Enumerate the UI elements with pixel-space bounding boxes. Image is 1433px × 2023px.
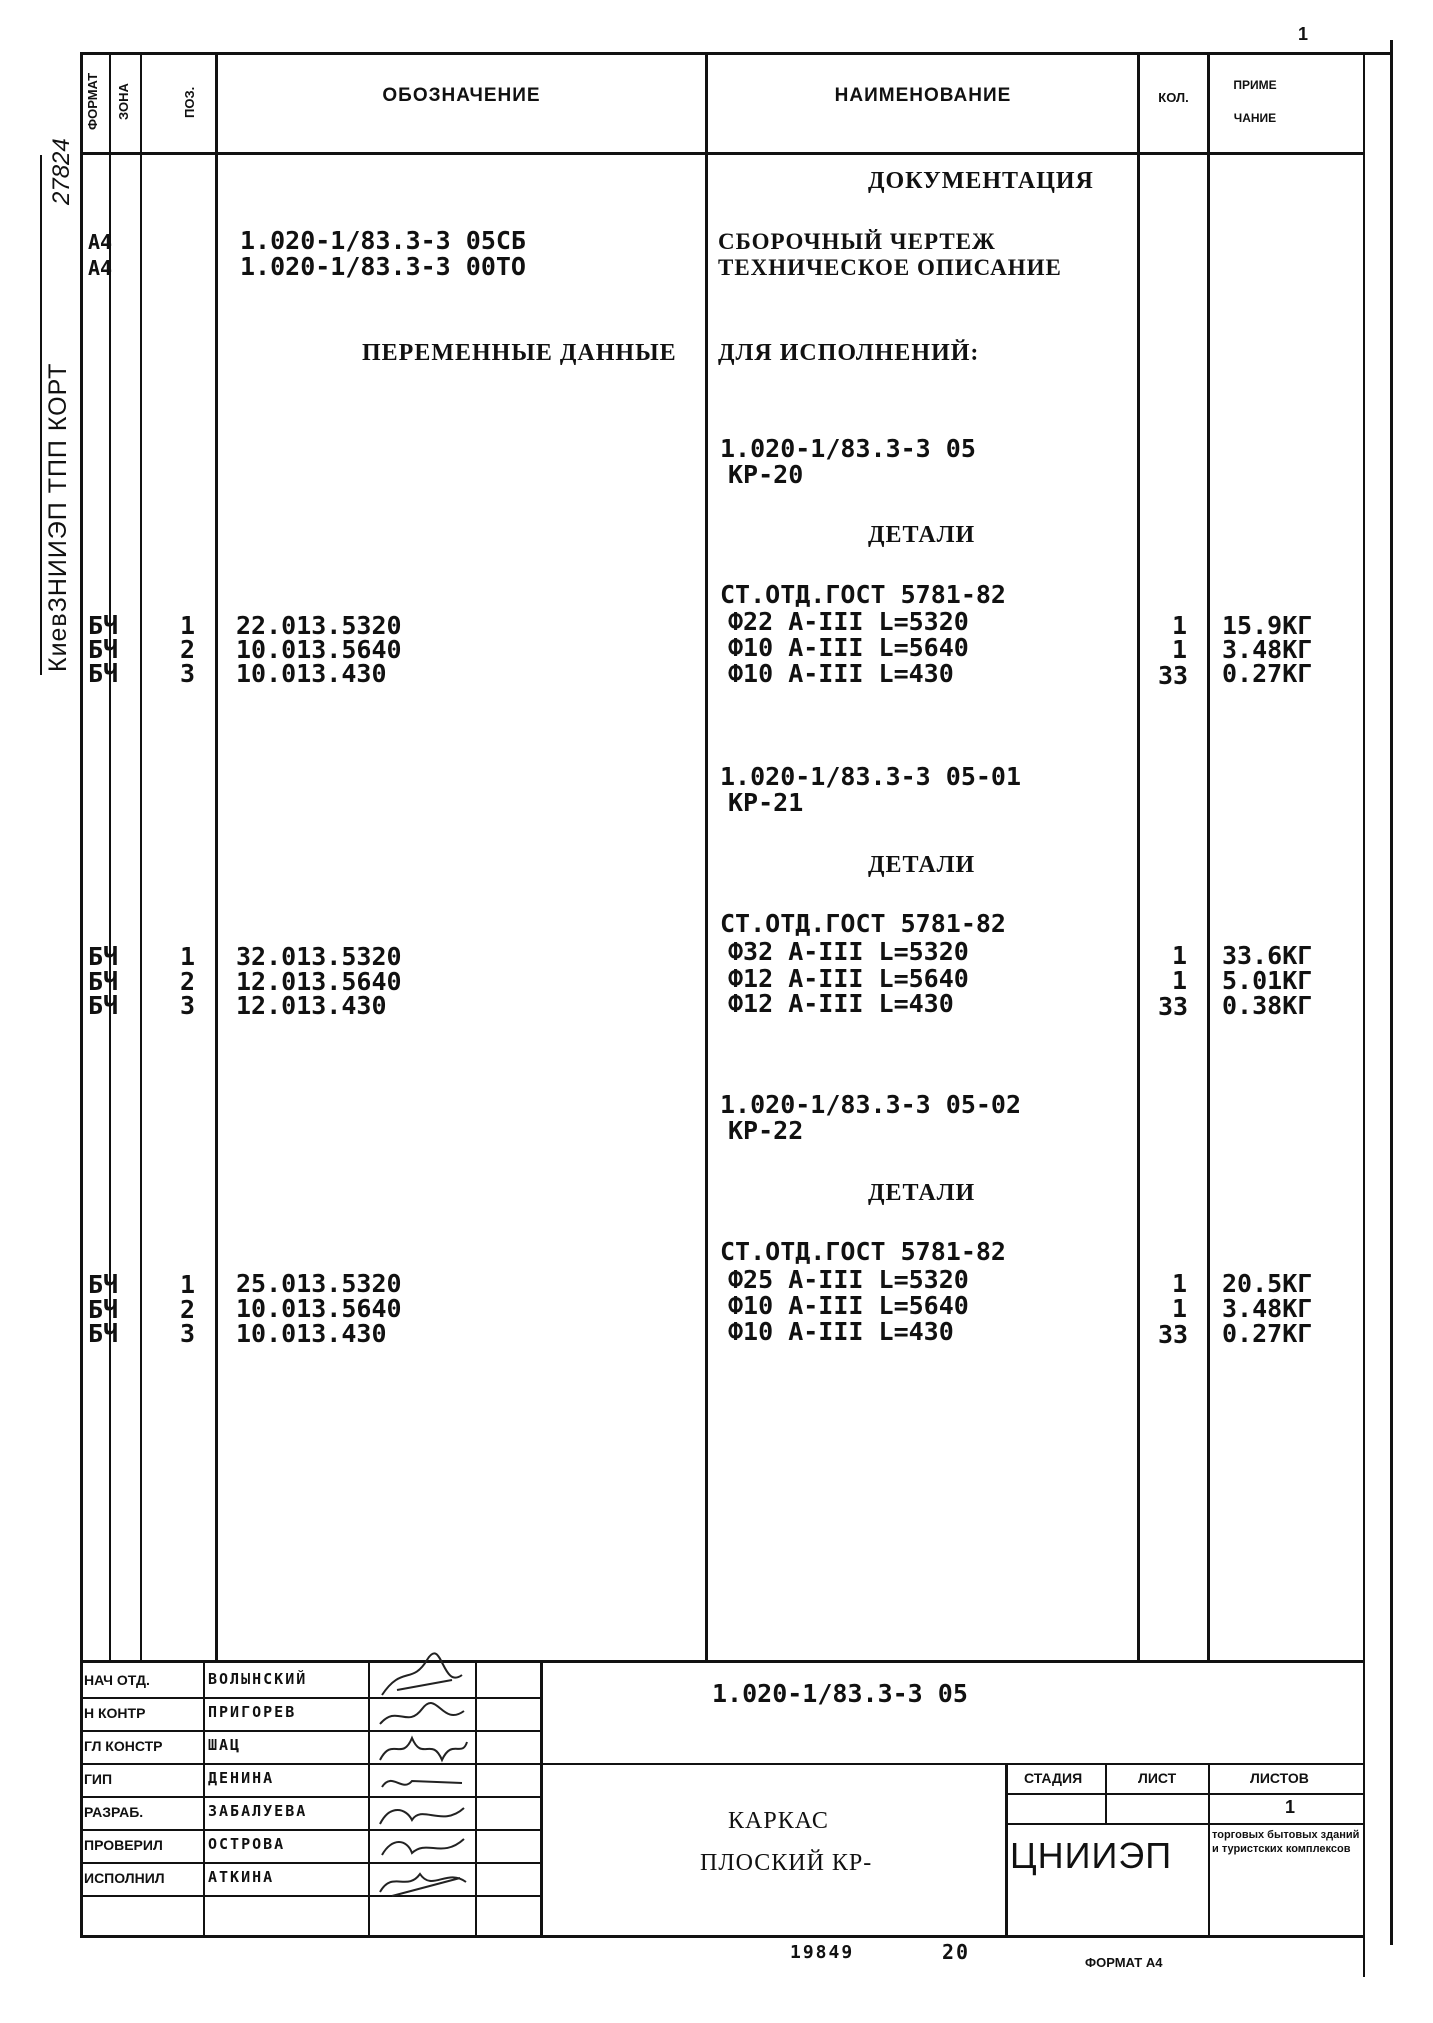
tb-title-sep bbox=[1005, 1763, 1008, 1937]
frame-bottom bbox=[80, 1935, 1365, 1938]
frame-right-thin bbox=[1363, 52, 1365, 1977]
side-number: 27824 bbox=[48, 138, 75, 205]
title-block-top bbox=[80, 1660, 1365, 1663]
v1-r1-format: БЧ bbox=[88, 611, 119, 640]
tb-name-5: ЗАБАЛУЕВА bbox=[208, 1802, 308, 1820]
variant-1-mark: КР-20 bbox=[728, 460, 804, 489]
v1-r3-designation: 10.013.430 bbox=[236, 659, 387, 688]
v3-r2-name: Ф10 А-III L=5640 bbox=[728, 1291, 969, 1320]
tb-row-2 bbox=[80, 1730, 543, 1732]
v2-r2-qty: 1 bbox=[1172, 966, 1188, 995]
tb-name-1: ВОЛЫНСКИЙ bbox=[208, 1670, 308, 1688]
variant-1-parts-title: ДЕТАЛИ bbox=[868, 522, 976, 548]
documentation-title: ДОКУМЕНТАЦИЯ bbox=[868, 168, 1094, 194]
col-sep-zone bbox=[140, 52, 142, 1662]
v3-r1-name: Ф25 А-III L=5320 bbox=[728, 1265, 969, 1294]
header-note-2: ЧАНИЕ bbox=[1233, 111, 1277, 125]
variant-1-code: 1.020-1/83.3-3 05 bbox=[720, 434, 976, 463]
tb-role-1: НАЧ ОТД. bbox=[84, 1672, 150, 1688]
v2-r1-format: БЧ bbox=[88, 942, 119, 971]
tb-stage-col1 bbox=[1105, 1763, 1107, 1823]
tb-title-line-1: КАРКАС bbox=[728, 1808, 829, 1834]
variant-3-mark: КР-22 bbox=[728, 1116, 804, 1145]
v1-r1-name: Ф22 А-III L=5320 bbox=[728, 607, 969, 636]
v3-r1-designation: 25.013.5320 bbox=[236, 1269, 402, 1298]
header-separator bbox=[80, 152, 1365, 155]
signature-5 bbox=[372, 1798, 472, 1832]
doc-row-1-format: А4 bbox=[88, 230, 113, 254]
tb-row-1 bbox=[80, 1697, 543, 1699]
v1-r2-qty: 1 bbox=[1172, 635, 1188, 664]
doc-row-2-name: ТЕХНИЧЕСКОЕ ОПИСАНИЕ bbox=[718, 255, 1062, 280]
v1-r2-name: Ф10 А-III L=5640 bbox=[728, 633, 969, 662]
v2-r2-pos: 2 bbox=[180, 967, 196, 996]
v2-r1-name: Ф32 А-III L=5320 bbox=[728, 937, 969, 966]
signature-7 bbox=[372, 1862, 472, 1902]
v2-r1-pos: 1 bbox=[180, 942, 196, 971]
tb-org: ЦНИИЭП bbox=[1010, 1835, 1173, 1876]
signature-6 bbox=[372, 1831, 472, 1865]
v3-r3-note: 0.27КГ bbox=[1222, 1319, 1313, 1348]
tb-row-3 bbox=[80, 1763, 1365, 1765]
tb-document-code: 1.020-1/83.3-3 05 bbox=[712, 1679, 968, 1708]
signature-4 bbox=[372, 1765, 472, 1799]
header-pos: ПОЗ. bbox=[182, 86, 197, 118]
tb-sheets-label: ЛИСТОВ bbox=[1250, 1770, 1309, 1786]
v1-r2-note: 3.48КГ bbox=[1222, 635, 1313, 664]
header-note-1: ПРИМЕ bbox=[1233, 78, 1277, 92]
v1-r1-note: 15.9КГ bbox=[1222, 611, 1313, 640]
v2-r3-qty: 33 bbox=[1158, 992, 1189, 1021]
variant-2-steel: СТ.ОТД.ГОСТ 5781-82 bbox=[720, 909, 1006, 938]
col-sep-name bbox=[1137, 52, 1140, 1662]
col-sep-pos bbox=[215, 52, 218, 1662]
tb-row-5 bbox=[80, 1829, 543, 1831]
signature-3 bbox=[372, 1732, 472, 1766]
v1-r1-pos: 1 bbox=[180, 611, 196, 640]
col-sep-format bbox=[109, 52, 111, 1662]
v2-r3-pos: 3 bbox=[180, 991, 196, 1020]
v2-r3-name: Ф12 А-III L=430 bbox=[728, 989, 954, 1018]
variable-data-left: ПЕРЕМЕННЫЕ ДАННЫЕ bbox=[362, 340, 677, 366]
v2-r1-designation: 32.013.5320 bbox=[236, 942, 402, 971]
v3-r2-qty: 1 bbox=[1172, 1294, 1188, 1323]
v2-r2-format: БЧ bbox=[88, 967, 119, 996]
tb-row-4 bbox=[80, 1796, 543, 1798]
tb-org-note: торговых бытовых зданий и туристских комплексов bbox=[1212, 1829, 1360, 1855]
variant-2-parts-title: ДЕТАЛИ bbox=[868, 852, 976, 878]
v3-r1-note: 20.5КГ bbox=[1222, 1269, 1313, 1298]
footer-number: 19849 bbox=[790, 1942, 855, 1963]
signature-1 bbox=[372, 1645, 472, 1705]
variant-2-mark: КР-21 bbox=[728, 788, 804, 817]
v1-r1-designation: 22.013.5320 bbox=[236, 611, 402, 640]
col-sep-qty bbox=[1207, 52, 1210, 1662]
tb-stage-row bbox=[1005, 1793, 1365, 1795]
variable-data-right: ДЛЯ ИСПОЛНЕНИЙ: bbox=[718, 340, 980, 366]
v1-r2-format: БЧ bbox=[88, 635, 119, 664]
v1-r3-format: БЧ bbox=[88, 659, 119, 688]
v1-r3-pos: 3 bbox=[180, 659, 196, 688]
v2-r1-note: 33.6КГ bbox=[1222, 941, 1313, 970]
col-sep-designation bbox=[705, 52, 708, 1662]
tb-row-6 bbox=[80, 1862, 543, 1864]
side-stamp-border bbox=[40, 155, 42, 675]
page-number: 1 bbox=[1298, 24, 1309, 44]
tb-stage-label: СТАДИЯ bbox=[1024, 1770, 1083, 1786]
v3-r1-pos: 1 bbox=[180, 1270, 196, 1299]
footer-format: ФОРМАТ А4 bbox=[1085, 1955, 1163, 1970]
v3-r2-format: БЧ bbox=[88, 1295, 119, 1324]
header-designation: ОБОЗНАЧЕНИЕ bbox=[382, 85, 541, 106]
tb-name-2: ПРИГОРЕВ bbox=[208, 1703, 297, 1721]
v3-r2-designation: 10.013.5640 bbox=[236, 1294, 402, 1323]
variant-3-code: 1.020-1/83.3-3 05-02 bbox=[720, 1090, 1022, 1119]
v2-r3-format: БЧ bbox=[88, 991, 119, 1020]
doc-row-2-designation: 1.020-1/83.3-3 00ТО bbox=[240, 252, 526, 281]
variant-2-code: 1.020-1/83.3-3 05-01 bbox=[720, 762, 1022, 791]
v2-r1-qty: 1 bbox=[1172, 941, 1188, 970]
tb-role-3: ГЛ КОНСТР bbox=[84, 1738, 163, 1754]
footer-page: 20 bbox=[942, 1940, 971, 1964]
v1-r3-name: Ф10 А-III L=430 bbox=[728, 659, 954, 688]
tb-sheet-label: ЛИСТ bbox=[1138, 1770, 1177, 1786]
v3-r2-pos: 2 bbox=[180, 1295, 196, 1324]
v2-r2-name: Ф12 А-III L=5640 bbox=[728, 964, 969, 993]
tb-role-5: РАЗРАБ. bbox=[84, 1804, 144, 1820]
side-stamp: КиевЗНИИЭП ТПП КОРТ bbox=[44, 362, 72, 672]
v3-r2-note: 3.48КГ bbox=[1222, 1294, 1313, 1323]
doc-row-2-format: А4 bbox=[88, 256, 113, 280]
v3-r1-qty: 1 bbox=[1172, 1269, 1188, 1298]
v1-r3-qty: 33 bbox=[1158, 661, 1189, 690]
v1-r2-designation: 10.013.5640 bbox=[236, 635, 402, 664]
variant-1-steel: СТ.ОТД.ГОСТ 5781-82 bbox=[720, 580, 1006, 609]
v1-r3-note: 0.27КГ bbox=[1222, 659, 1313, 688]
tb-role-2: Н КОНТР bbox=[84, 1705, 146, 1721]
v1-r1-qty: 1 bbox=[1172, 611, 1188, 640]
tb-name-6: ОСТРОВА bbox=[208, 1835, 286, 1853]
v2-r2-note: 5.01КГ bbox=[1222, 966, 1313, 995]
header-format: ФОРМАТ bbox=[85, 72, 100, 130]
v3-r3-name: Ф10 А-III L=430 bbox=[728, 1317, 954, 1346]
tb-stage-row2 bbox=[1005, 1823, 1365, 1825]
tb-title-line-2: ПЛОСКИЙ КР- bbox=[700, 1850, 873, 1876]
v2-r2-designation: 12.013.5640 bbox=[236, 967, 402, 996]
frame-right-outer bbox=[1390, 40, 1393, 1945]
tb-role-4: ГИП bbox=[84, 1771, 113, 1787]
frame-top bbox=[80, 52, 1392, 55]
v3-r3-pos: 3 bbox=[180, 1319, 196, 1348]
frame-left bbox=[80, 52, 83, 1937]
header-zone: ЗОНА bbox=[116, 83, 131, 120]
tb-sheets-value: 1 bbox=[1285, 1797, 1296, 1817]
tb-role-7: ИСПОЛНИЛ bbox=[84, 1870, 165, 1886]
tb-name-4: ДЕНИНА bbox=[208, 1769, 275, 1787]
variant-3-parts-title: ДЕТАЛИ bbox=[868, 1180, 976, 1206]
tb-name-7: АТКИНА bbox=[208, 1868, 275, 1886]
header-name: НАИМЕНОВАНИЕ bbox=[834, 85, 1012, 106]
v1-r2-pos: 2 bbox=[180, 635, 196, 664]
doc-row-1-name: СБОРОЧНЫЙ ЧЕРТЕЖ bbox=[718, 229, 996, 254]
tb-stage-col2 bbox=[1208, 1763, 1210, 1937]
v3-r3-qty: 33 bbox=[1158, 1320, 1189, 1349]
v3-r3-format: БЧ bbox=[88, 1319, 119, 1348]
doc-row-1-designation: 1.020-1/83.3-3 05СБ bbox=[240, 226, 526, 255]
tb-name-3: ШАЦ bbox=[208, 1736, 242, 1754]
v2-r3-note: 0.38КГ bbox=[1222, 991, 1313, 1020]
variant-3-steel: СТ.ОТД.ГОСТ 5781-82 bbox=[720, 1237, 1006, 1266]
header-qty: КОЛ. bbox=[1158, 90, 1189, 105]
v3-r3-designation: 10.013.430 bbox=[236, 1319, 387, 1348]
v3-r1-format: БЧ bbox=[88, 1270, 119, 1299]
signature-2 bbox=[372, 1699, 472, 1733]
tb-role-6: ПРОВЕРИЛ bbox=[84, 1837, 163, 1853]
tb-row-7 bbox=[80, 1895, 543, 1897]
v2-r3-designation: 12.013.430 bbox=[236, 991, 387, 1020]
